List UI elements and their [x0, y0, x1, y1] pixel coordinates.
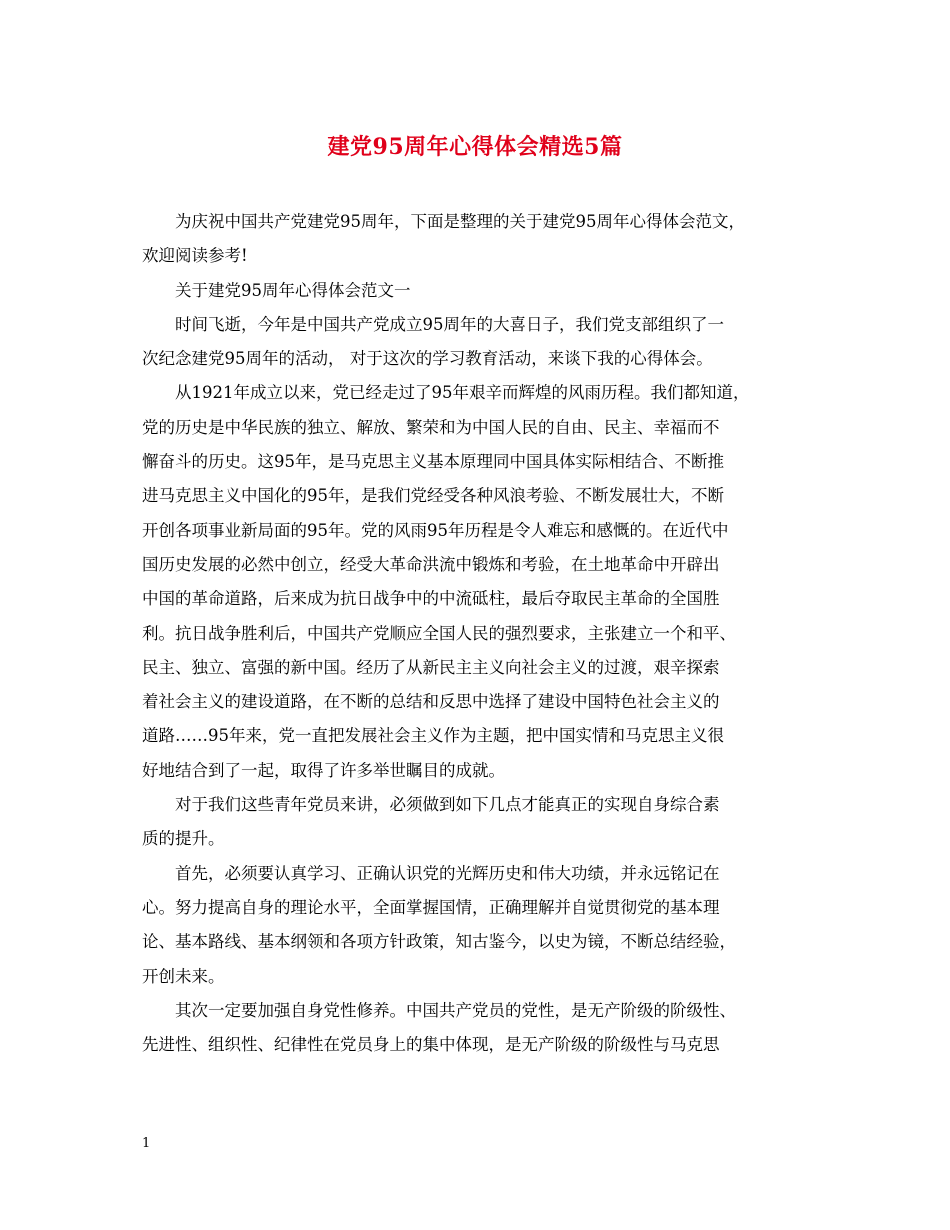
body-line: 时间飞逝，今年是中国共产党成立95周年的大喜日子，我们党支部组织了一 [175, 314, 724, 334]
document-body [142, 205, 826, 1062]
body-line: 民主、独立、富强的新中国。经历了从新民主主义向社会主义的过渡，艰辛探索 [142, 657, 720, 677]
body-line: 开创各项事业新局面的95年。党的风雨95年历程是令人难忘和感慨的。在近代中 [142, 520, 729, 540]
body-line: 利。抗日战争胜利后，中国共产党顺应全国人民的强烈要求，主张建立一个和平、 [142, 623, 736, 643]
body-line: 中国的革命道路，后来成为抗日战争中的中流砥柱，最后夺取民主革命的全国胜 [142, 589, 720, 609]
body-line: 进马克思主义中国化的95年，是我们党经受各种风浪考验、不断发展壮大，不断 [142, 486, 724, 506]
body-line: 关于建党95周年心得体会范文一 [175, 280, 411, 300]
body-line: 道路……95年来，党一直把发展社会主义作为主题，把中国实情和马克思主义很 [142, 726, 724, 746]
body-line: 首先，必须要认真学习、正确认识党的光辉历史和伟大功绩，并永远铭记在 [175, 863, 720, 883]
body-line: 其次一定要加强自身党性修养。中国共产党员的党性，是无产阶级的阶级性、 [175, 1000, 736, 1020]
body-line: 欢迎阅读参考! [142, 246, 248, 266]
body-line: 质的提升。 [142, 829, 225, 849]
body-line: 次纪念建党95周年的活动， 对于这次的学习教育活动，来谈下我的心得体会。 [142, 349, 713, 369]
page-number: 1 [142, 1136, 151, 1151]
body-line: 懈奋斗的历史。这95年，是马克思主义基本原理同中国具体实际相结合、不断推 [142, 452, 724, 472]
body-line: 心。努力提高自身的理论水平，全面掌握国情，正确理解并自觉贯彻党的基本理 [142, 897, 720, 917]
body-line: 开创未来。 [142, 966, 225, 986]
body-line: 着社会主义的建设道路，在不断的总结和反思中选择了建设中国特色社会主义的 [142, 692, 720, 712]
body-line: 对于我们这些青年党员来讲，必须做到如下几点才能真正的实现自身综合素 [175, 795, 720, 815]
body-line: 党的历史是中华民族的独立、解放、繁荣和为中国人民的自由、民主、幸福而不 [142, 417, 720, 437]
body-line: 为庆祝中国共产党建党95周年，下面是整理的关于建党95周年心得体会范文， [175, 212, 745, 231]
body-line: 好地结合到了一起，取得了许多举世瞩目的成就。 [142, 760, 505, 780]
body-line: 先进性、组织性、纪律性在党员身上的集中体现，是无产阶级的阶级性与马克思 [142, 1035, 720, 1055]
body-line: 国历史发展的必然中创立，经受大革命洪流中锻炼和考验，在土地革命中开辟出 [142, 554, 720, 574]
body-line: 从1921年成立以来，党已经走过了95年艰辛而辉煌的风雨历程。我们都知道， [175, 383, 750, 403]
document-title: 建党95周年心得体会精选5篇 [327, 134, 623, 160]
body-line: 论、基本路线、基本纲领和各项方针政策，知古鉴今，以史为镜，不断总结经验， [142, 932, 736, 952]
